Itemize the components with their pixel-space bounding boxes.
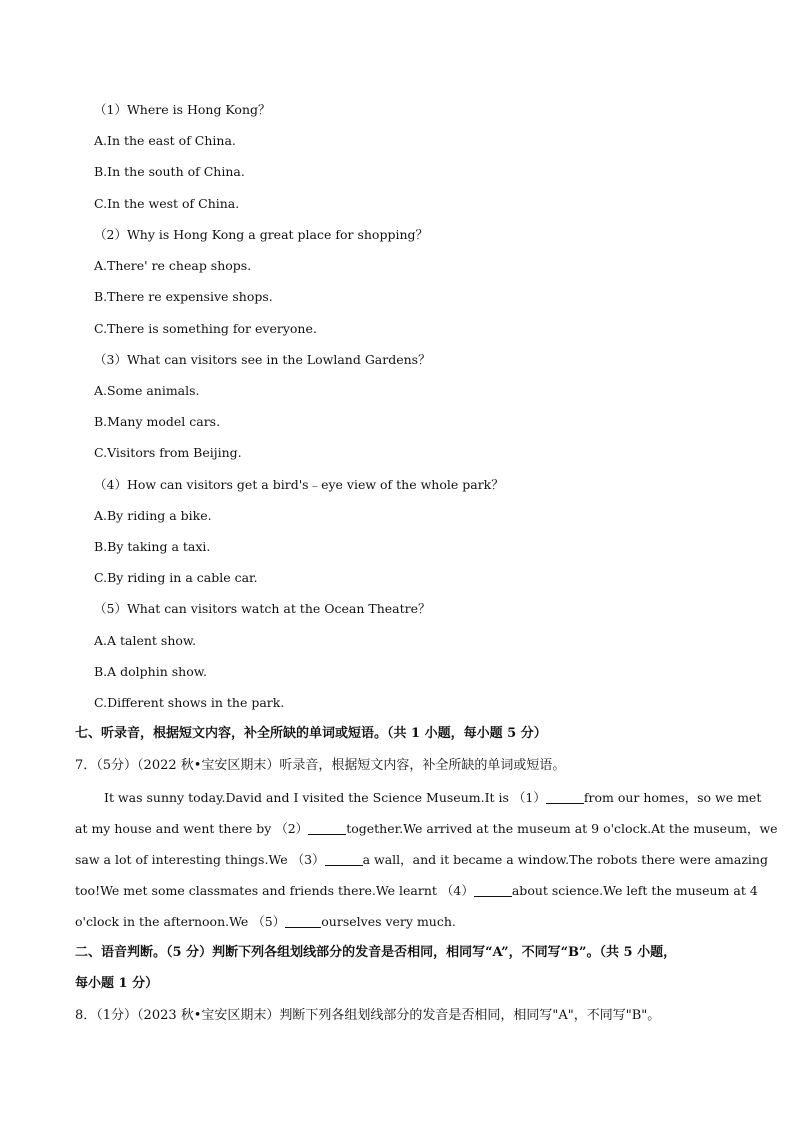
question-stem: （2）Why is Hong Kong a great place for shopping？ — [94, 227, 428, 242]
passage-line — [75, 821, 778, 837]
option-a: A.There' re cheap shops. — [94, 258, 252, 273]
option-a: A.A talent show. — [94, 633, 197, 648]
passage-text: ourselves very much. — [321, 914, 456, 929]
question-stem: （1）Where is Hong Kong？ — [94, 102, 271, 117]
passage-text: It was sunny today.David and I visited the Science Museum.It is （1） — [104, 790, 546, 805]
fill-blank-2[interactable] — [308, 822, 346, 835]
option-a: A.Some animals. — [94, 383, 200, 398]
fill-blank-5[interactable] — [285, 915, 321, 928]
fill-blank-4[interactable] — [474, 884, 512, 897]
section-heading: 七、听录音，根据短文内容，补全所缺的单词或短语。（共 1 小题，每小题 5 分） — [75, 726, 547, 741]
option-b: B.A dolphin show. — [94, 664, 207, 679]
fill-blank-1[interactable] — [546, 791, 584, 804]
passage-text: together.We arrived at the museum at 9 o'clock.At the museum，we — [346, 821, 778, 836]
question-stem: （3）What can visitors see in the Lowland Gardens？ — [94, 352, 431, 367]
option-c: C.By riding in a cable car. — [94, 570, 258, 585]
option-c: C.Different shows in the park. — [94, 695, 285, 710]
fill-blank-3[interactable] — [325, 853, 363, 866]
option-b: B.In the south of China. — [94, 164, 245, 179]
question-stem: （4）How can visitors get a bird's﹣eye view of the whole park？ — [94, 477, 504, 492]
option-a: A.By riding a bike. — [94, 508, 212, 523]
passage-text: from our homes，so we met — [583, 790, 762, 805]
section-heading-cont: 每小题 1 分） — [75, 976, 159, 991]
question-stem: （5）What can visitors watch at the Ocean Theatre？ — [94, 601, 431, 616]
passage-text: saw a lot of interesting things.We （3） — [75, 852, 325, 867]
passage-text: too!We met some classmates and friends there.We learnt （4） — [75, 883, 474, 898]
passage-text: about science.We left the museum at 4 — [511, 883, 758, 898]
passage-text: o'clock in the afternoon.We （5） — [75, 914, 286, 929]
option-c: C.There is something for everyone. — [94, 321, 317, 336]
option-b: B.By taking a taxi. — [94, 539, 211, 554]
option-a: A.In the east of China. — [94, 133, 236, 148]
passage-line — [75, 852, 768, 868]
passage-line — [75, 883, 758, 899]
question-8-stem: 8．（1分）（2023 秋•宝安区期末）判断下列各组划线部分的发音是否相同，相同写"A"，不同写"B"。 — [75, 1008, 661, 1023]
passage-line — [104, 790, 762, 806]
passage-text: a wall，and it became a window.The robots there were amazing — [362, 852, 768, 867]
option-b: B.There re expensive shops. — [94, 289, 273, 304]
question-7-stem: 7．（5分）（2022 秋•宝安区期末）听录音，根据短文内容，补全所缺的单词或短语。 — [75, 758, 566, 773]
section-heading: 二、语音判断。（5 分）判断下列各组划线部分的发音是否相同，相同写“A”，不同写“B”。（共 5 小题， — [75, 945, 677, 960]
passage-text: at my house and went there by （2） — [75, 821, 309, 836]
option-b: B.Many model cars. — [94, 414, 221, 429]
option-c: C.Visitors from Beijing. — [94, 445, 242, 460]
passage-line — [75, 914, 718, 930]
option-c: C.In the west of China. — [94, 196, 240, 211]
